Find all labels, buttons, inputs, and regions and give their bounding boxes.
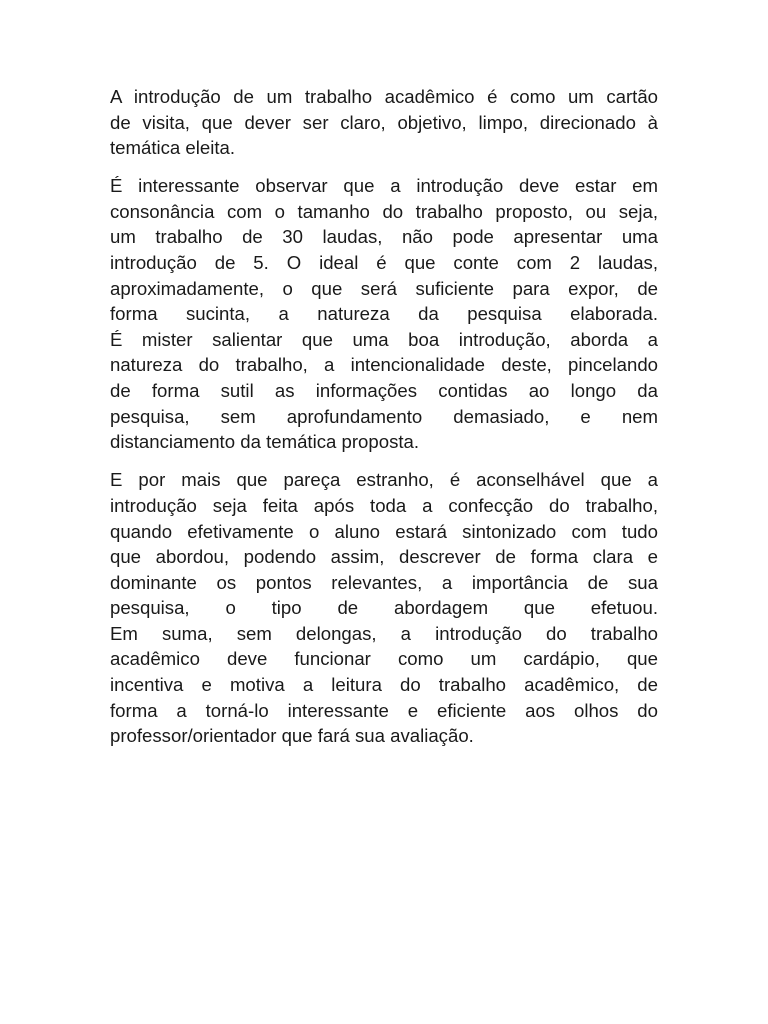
text-line: de visita, que dever ser claro, objetivo, limpo, direcionado à bbox=[110, 111, 658, 133]
text-line: de forma sutil as informações contidas ao longo da bbox=[110, 380, 658, 402]
text-line: aproximadamente, o que será suficiente para expor, de bbox=[110, 277, 658, 299]
text-line: pesquisa, o tipo de abordagem que efetuou. bbox=[110, 597, 658, 619]
text-line: que abordou, podendo assim, descrever de forma clara e bbox=[110, 546, 658, 568]
paragraph bbox=[110, 467, 658, 749]
text-line: professor/orientador que fará sua avaliação. bbox=[110, 725, 474, 747]
text-line: forma sucinta, a natureza da pesquisa elaborada. bbox=[110, 303, 658, 325]
paragraph bbox=[110, 173, 658, 455]
text-line: acadêmico deve funcionar como um cardápio, que bbox=[110, 648, 658, 670]
text-line: natureza do trabalho, a intencionalidade deste, pincelando bbox=[110, 354, 658, 376]
text-line: É interessante observar que a introdução deve estar em bbox=[110, 175, 658, 197]
text-line: dominante os pontos relevantes, a importância de sua bbox=[110, 571, 658, 593]
text-line: incentiva e motiva a leitura do trabalho acadêmico, de bbox=[110, 674, 658, 696]
document-page bbox=[110, 84, 658, 761]
text-line: temática eleita. bbox=[110, 137, 236, 159]
text-line: introdução seja feita após toda a confecção do trabalho, bbox=[110, 494, 658, 516]
text-line: A introdução de um trabalho acadêmico é como um cartão bbox=[110, 86, 658, 107]
text-line: Em suma, sem delongas, a introdução do trabalho bbox=[110, 622, 658, 644]
text-line: distanciamento da temática proposta. bbox=[110, 431, 420, 453]
text-line: forma a torná-lo interessante e eficiente aos olhos do bbox=[110, 699, 658, 721]
text-line: introdução de 5. O ideal é que conte com 2 laudas, bbox=[110, 252, 658, 274]
paragraph bbox=[110, 84, 658, 161]
text-line: É mister salientar que uma boa introdução, aborda a bbox=[110, 328, 658, 350]
text-line: E por mais que pareça estranho, é aconselhável que a bbox=[110, 469, 658, 491]
text-line: quando efetivamente o aluno estará sintonizado com tudo bbox=[110, 520, 658, 542]
text-line: um trabalho de 30 laudas, não pode apresentar uma bbox=[110, 226, 658, 248]
text-line: pesquisa, sem aprofundamento demasiado, e nem bbox=[110, 405, 658, 427]
text-line: consonância com o tamanho do trabalho proposto, ou seja, bbox=[110, 200, 658, 222]
